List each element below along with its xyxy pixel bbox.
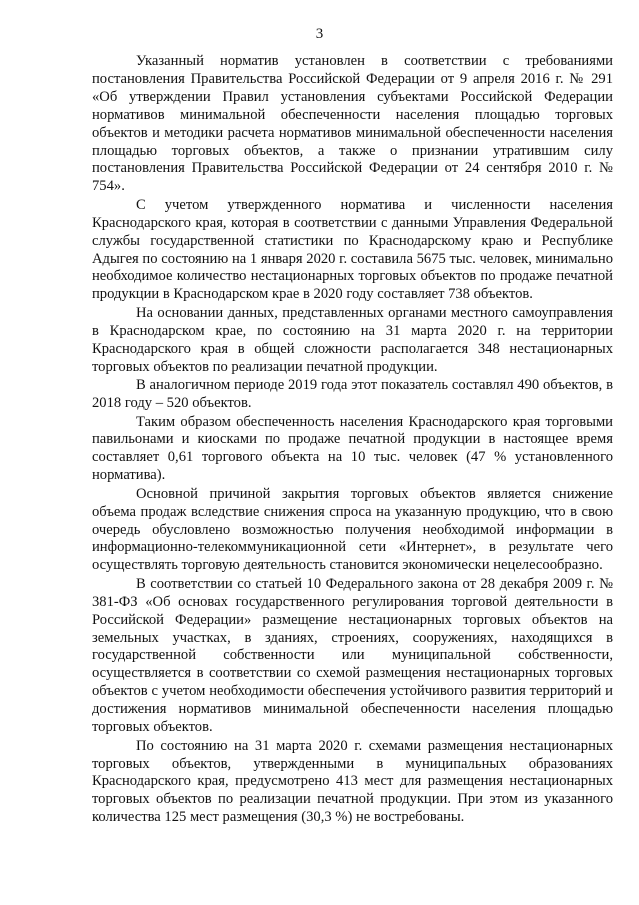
paragraph-6: Основной причиной закрытия торговых объектов является снижение объема продаж вследствие снижения спроса на указанную продукцию, что в свою очередь обусловлено возможностью получения необходимой информации в информационно-телекоммуникационной сети «Интернет», в результате чего осуществлять торговую деятельность становится экономически нецелесообразно. <box>92 485 613 574</box>
paragraph-2: С учетом утвержденного норматива и численности населения Краснодарского края, которая в соответствии с данными Управления Федеральной службы государственной статистики по Краснодарскому краю и Республике Адыгея по состоянию на 1 января 2020 г. составила 5675 тыс. человек, минимально необходимое количество нестационарных торговых объектов по продаже печатной продукции в Краснодарском крае в 2020 году составляет 738 объектов. <box>92 196 613 303</box>
document-body <box>92 53 613 828</box>
paragraph-4: В аналогичном периоде 2019 года этот показатель составлял 490 объектов, в 2018 году – 520 объектов. <box>92 377 613 411</box>
paragraph-7: В соответствии со статьей 10 Федерального закона от 28 декабря 2009 г. № 381-ФЗ «Об основах государственного регулирования торговой деятельности в Российской Федерации» размещение нестационарных торговых объектов на земельных участках, в зданиях, строениях, сооружениях, находящихся в государственной собственности или муниципальной собственности, осуществляется в соответствии со схемой размещения нестационарных торговых объектов с учетом необходимости обеспечения устойчивого развития территорий и достижения нормативов минимальной обеспеченности населения площадью торговых объектов. <box>92 575 613 736</box>
page-number: 3 <box>315 26 324 42</box>
paragraph-5: Таким образом обеспеченность населения Краснодарского края торговыми павильонами и киосками по продаже печатной продукции в настоящее время составляет 0,61 торгового объекта на 10 тыс. человек (47 % установленного норматива). <box>92 413 613 484</box>
paragraph-1: Указанный норматив установлен в соответствии с требованиями постановления Правительства Российской Федерации от 9 апреля 2016 г. № 291 «Об утверждении Правил установления субъектами Российской Федерации нормативов минимальной обеспеченности населения площадью торговых объектов и методики расчета нормативов минимальной обеспеченности населения площадью торговых объектов, а также о признании утратившим силу постановления Правительства Российской Федерации от 24 сентября 2010 г. № 754». <box>92 53 613 195</box>
paragraph-3: На основании данных, представленных органами местного самоуправления в Краснодарском крае, по состоянию на 31 марта 2020 г. на территории Краснодарского края в общей сложности располагается 348 нестационарных торговых объектов по реализации печатной продукции. <box>92 304 613 375</box>
paragraph-8: По состоянию на 31 марта 2020 г. схемами размещения нестационарных торговых объектов, утвержденными в муниципальных образованиях Краснодарского края, предусмотрено 413 мест для размещения нестационарных торговых объектов по реализации печатной продукции. При этом из указанного количества 125 мест размещения (30,3 %) не востребованы. <box>92 737 613 826</box>
